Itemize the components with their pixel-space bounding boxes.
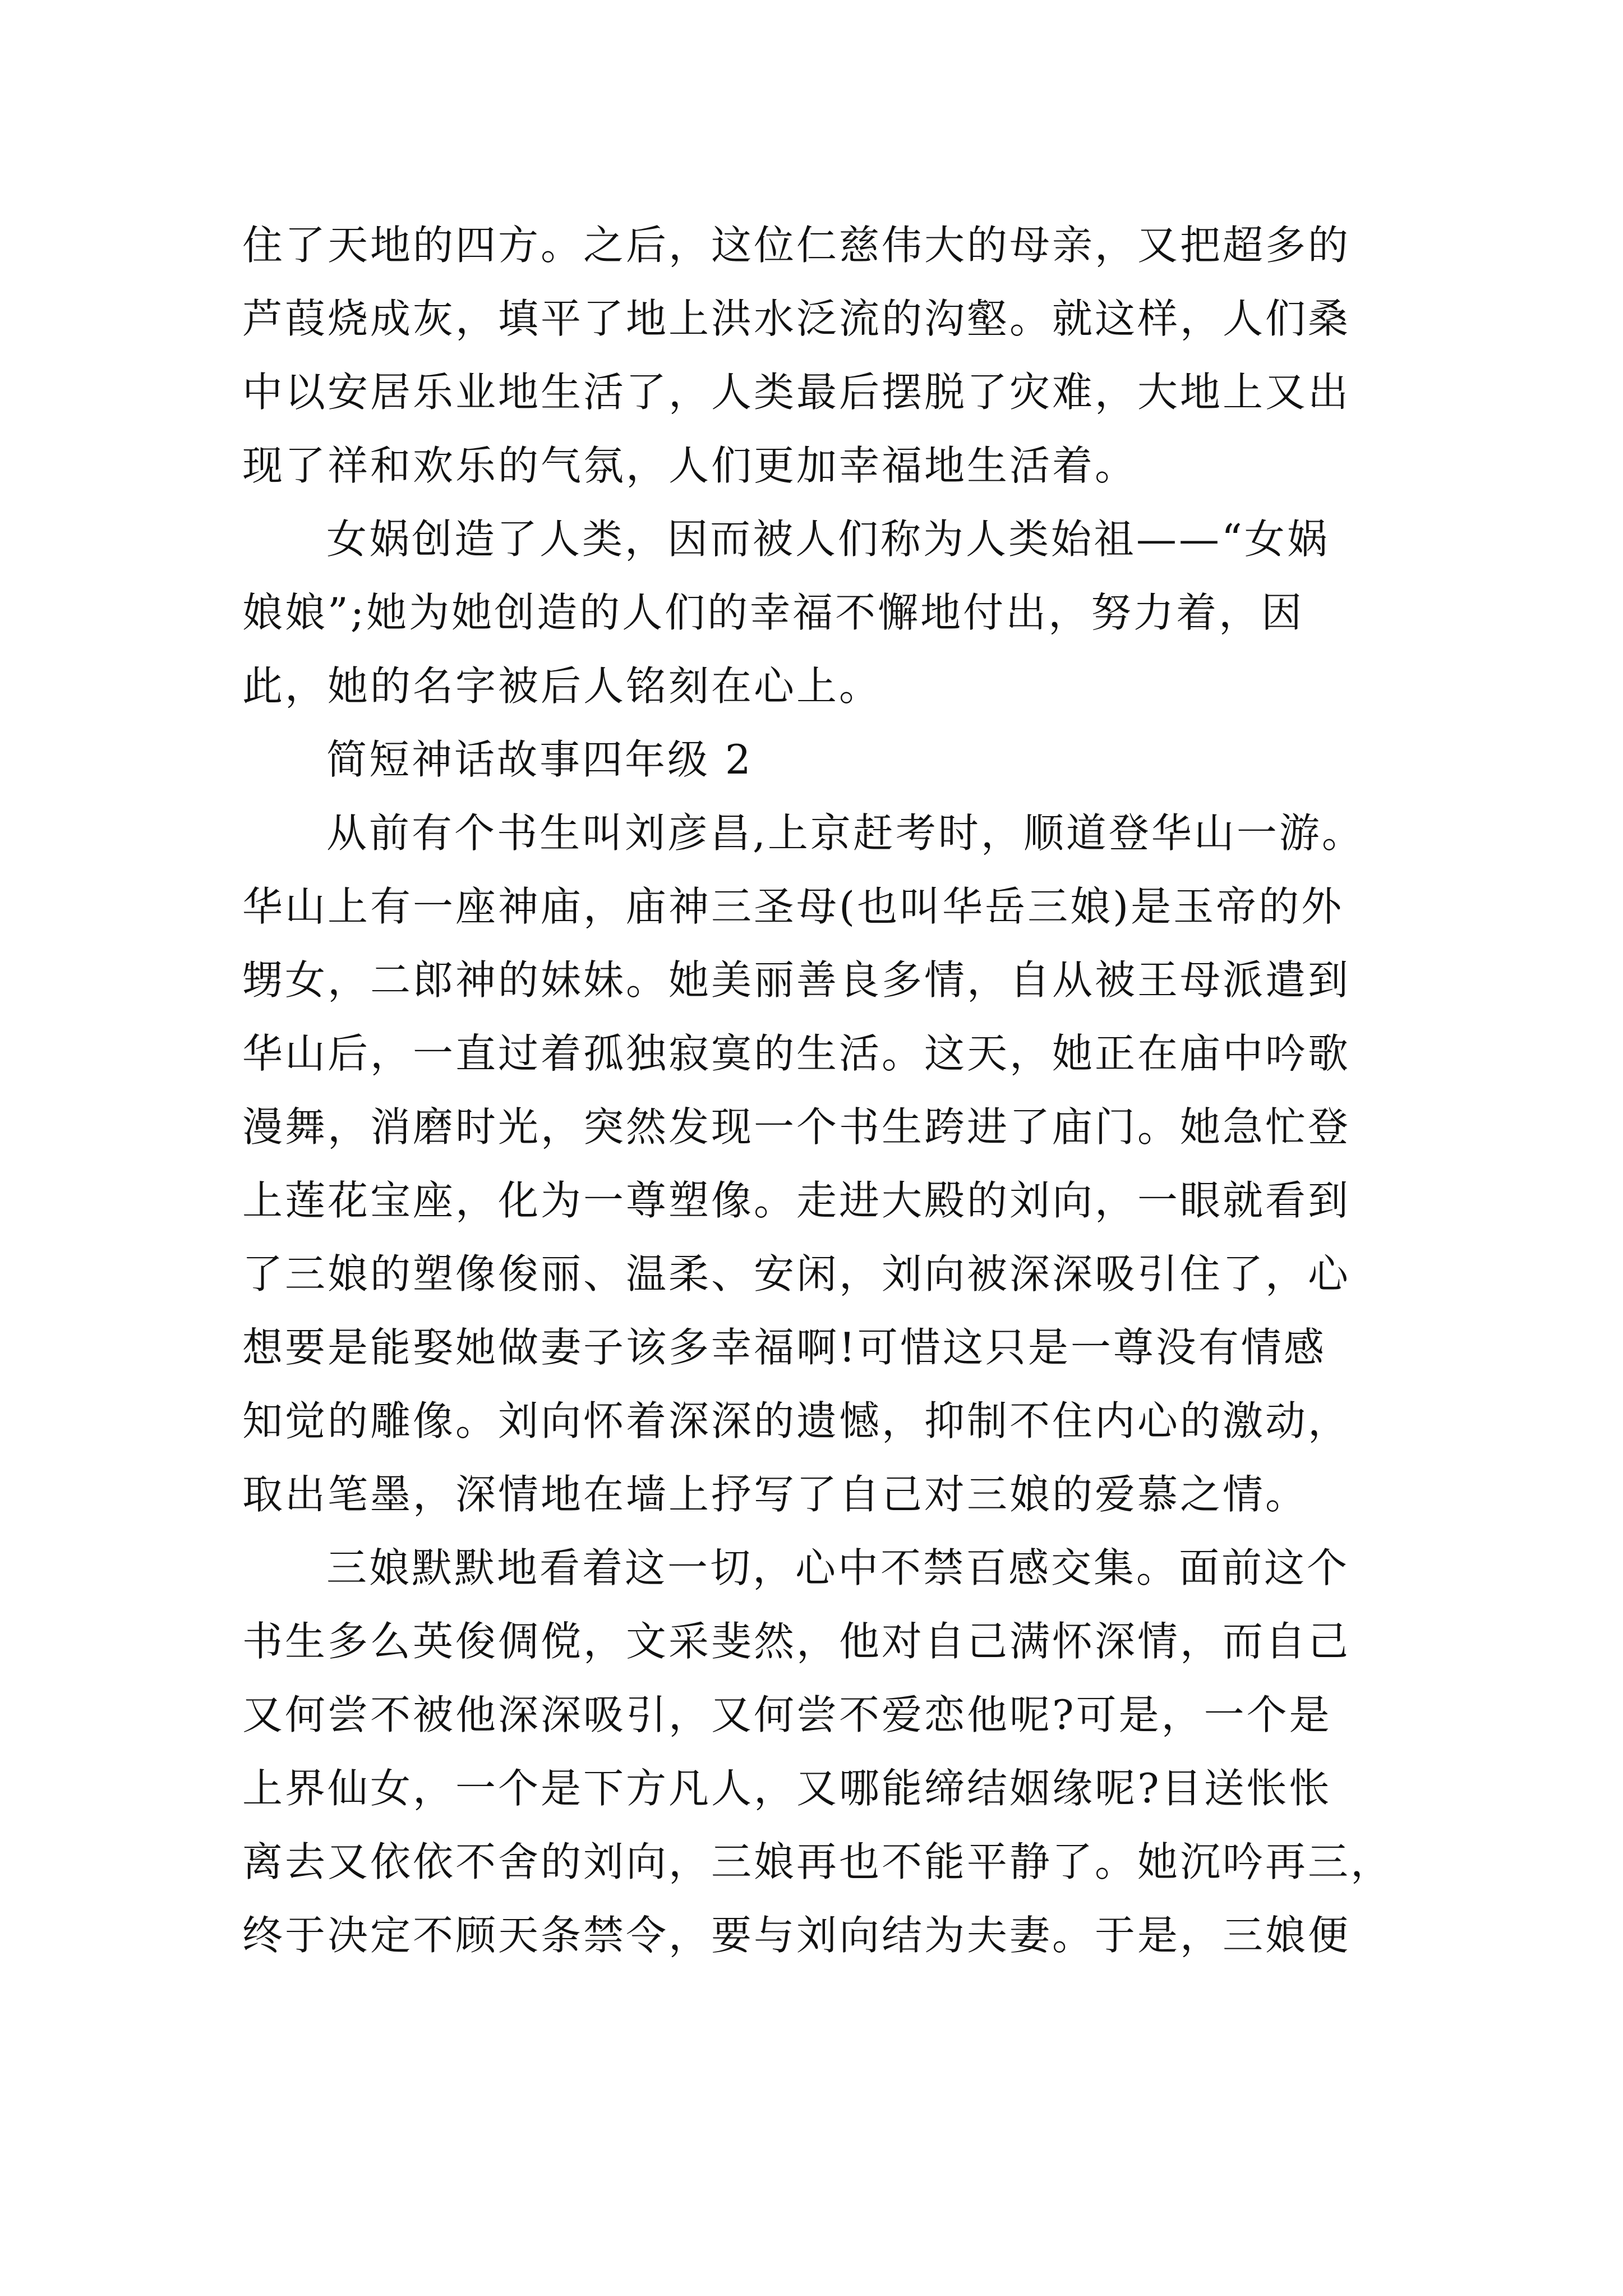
text-line: 了三娘的塑像俊丽、温柔、安闲，刘向被深深吸引住了，心 (242, 1250, 1351, 1297)
body-text (242, 209, 1394, 1972)
text-line: 三娘默默地看着这一切，心中不禁百感交集。面前这个 (326, 1544, 1350, 1591)
paragraph-2 (242, 503, 1381, 723)
text-line: 离去又依依不舍的刘向，三娘再也不能平静了。她沉吟再三， (242, 1838, 1394, 1885)
text-line: 上界仙女，一个是下方凡人，又哪能缔结姻缘呢?目送怅怅 (242, 1765, 1332, 1812)
text-line: 华山上有一座神庙，庙神三圣母(也叫华岳三娘)是玉帝的外 (242, 883, 1344, 930)
text-line: 漫舞，消磨时光，突然发现一个书生跨进了庙门。她急忙登 (242, 1103, 1351, 1151)
text-line: 从前有个书生叫刘彦昌,上京赶考时，顺道登华山一游。 (326, 809, 1364, 857)
text-line: 现了祥和欢乐的气氛，人们更加幸福地生活着。 (242, 442, 1138, 489)
text-line: 中以安居乐业地生活了，人类最后摆脱了灾难，大地上又出 (242, 369, 1351, 416)
section-heading-text: 简短神话故事四年级 2 (326, 736, 753, 783)
text-line: 书生多么英俊倜傥，文采斐然，他对自己满怀深情，而自己 (242, 1618, 1351, 1665)
section-heading (242, 723, 1381, 797)
text-line: 甥女，二郎神的妹妹。她美丽善良多情，自从被王母派遣到 (242, 956, 1351, 1004)
text-line: 知觉的雕像。刘向怀着深深的遗憾，抑制不住内心的激动， (242, 1397, 1351, 1444)
text-line: 终于决定不顾天条禁令，要与刘向结为夫妻。于是，三娘便 (242, 1912, 1351, 1959)
paragraph-3 (242, 797, 1381, 1531)
text-line: 想要是能娶她做妻子该多幸福啊!可惜这只是一尊没有情感 (242, 1324, 1326, 1371)
text-line: 华山后，一直过着孤独寂寞的生活。这天，她正在庙中吟歌 (242, 1030, 1351, 1077)
text-line: 住了天地的四方。之后，这位仁慈伟大的母亲，又把超多的 (242, 222, 1351, 269)
paragraph-1 (242, 209, 1381, 503)
text-line: 女娲创造了人类，因而被人们称为人类始祖——“女娲 (326, 516, 1330, 563)
text-line: 上莲花宝座，化为一尊塑像。走进大殿的刘向，一眼就看到 (242, 1177, 1351, 1224)
text-line: 取出笔墨，深情地在墙上抒写了自己对三娘的爱慕之情。 (242, 1471, 1308, 1518)
text-line: 芦葭烧成灰，填平了地上洪水泛流的沟壑。就这样，人们桑 (242, 295, 1351, 342)
text-line: 此，她的名字被后人铭刻在心上。 (242, 662, 882, 710)
paragraph-4 (242, 1531, 1394, 1972)
text-line: 娘娘”;她为她创造的人们的幸福不懈地付出，努力着，因 (242, 589, 1304, 636)
text-line: 又何尝不被他深深吸引，又何尝不爱恋他呢?可是，一个是 (242, 1691, 1332, 1738)
